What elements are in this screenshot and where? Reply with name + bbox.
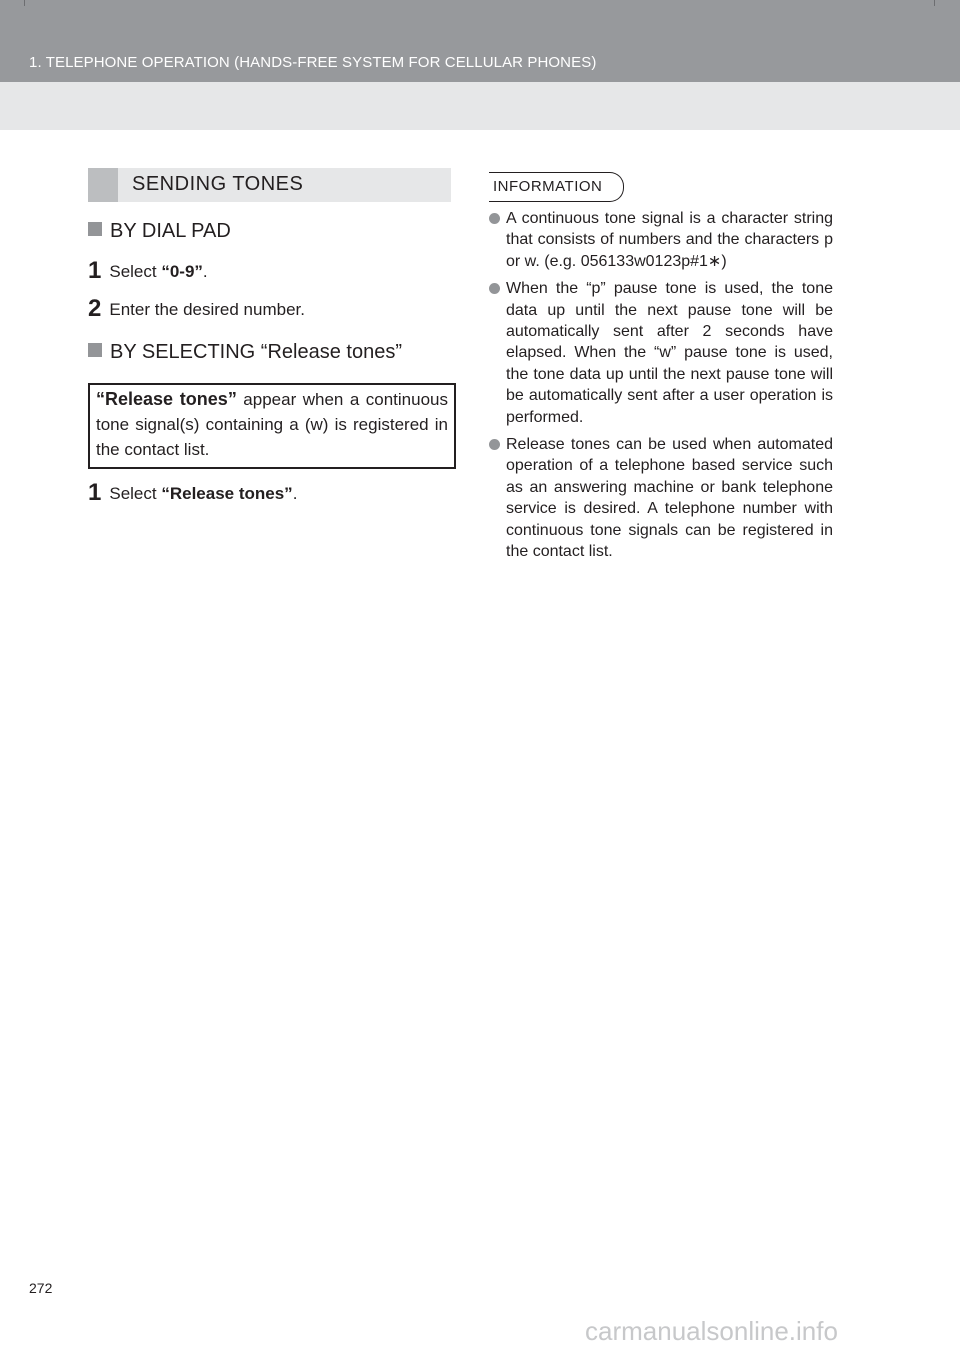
information-list [489, 208, 833, 569]
section-heading-marker [88, 168, 118, 202]
subheading-release-tones [88, 341, 402, 364]
round-bullet-icon [489, 439, 500, 450]
square-bullet-icon [88, 222, 102, 236]
crop-mark-left [24, 0, 25, 6]
crop-mark-right [934, 0, 935, 6]
notice-box [88, 383, 456, 469]
subheading-dial-pad [88, 220, 231, 243]
round-bullet-icon [489, 213, 500, 224]
information-text: A continuous tone signal is a character string that consists of numbers and the characters p or w. (e.g. 056133w0123p#1∗) [506, 210, 833, 270]
page-number: 272 [29, 1280, 53, 1296]
step-number: 1 [88, 479, 102, 506]
step-select-0-9 [88, 257, 208, 285]
round-bullet-icon [489, 283, 500, 294]
square-bullet-icon [88, 343, 102, 357]
subheading-text: BY SELECTING “Release tones” [110, 341, 402, 363]
information-text: When the “p” pause tone is used, the tone data up until the next pause tone will be automatically sent after 2 seconds have elapsed. When the “w” pause tone is used, the tone data up until the next pause tone will be automatically sent after a user operation is performed. [506, 280, 833, 426]
step-number: 1 [88, 257, 102, 284]
step-target: “Release tones” [161, 484, 293, 503]
step-prefix: Select [109, 484, 162, 503]
step-suffix: . [202, 262, 208, 281]
information-item [489, 208, 833, 272]
step-text: Enter the desired number. [109, 300, 305, 319]
step-enter-number [88, 295, 305, 323]
watermark: carmanualsonline.info [585, 1316, 838, 1346]
step-select-release-tones [88, 479, 297, 507]
information-label-text: INFORMATION [493, 178, 603, 195]
step-suffix: . [292, 484, 298, 503]
step-target: “0-9” [161, 262, 203, 281]
information-item [489, 434, 833, 562]
section-heading [88, 168, 451, 202]
notice-text: appear when a continuous tone signal(s) containing a (w) is registered in the contact list. [96, 390, 449, 459]
step-prefix: Select [109, 262, 162, 281]
step-number: 2 [88, 295, 102, 322]
information-label [489, 172, 624, 202]
information-text: Release tones can be used when automated operation of a telephone based service such as an answering machine or bank telephone service is desired. A telephone number with continuous tone signals can be registered in the contact list. [506, 436, 833, 561]
notice-bold: “Release tones” [96, 389, 237, 409]
information-item [489, 278, 833, 428]
chapter-title: 1. TELEPHONE OPERATION (HANDS-FREE SYSTEM FOR CELLULAR PHONES) [29, 54, 597, 71]
section-heading-text: SENDING TONES [132, 173, 304, 195]
subheading-text: BY DIAL PAD [110, 220, 231, 242]
